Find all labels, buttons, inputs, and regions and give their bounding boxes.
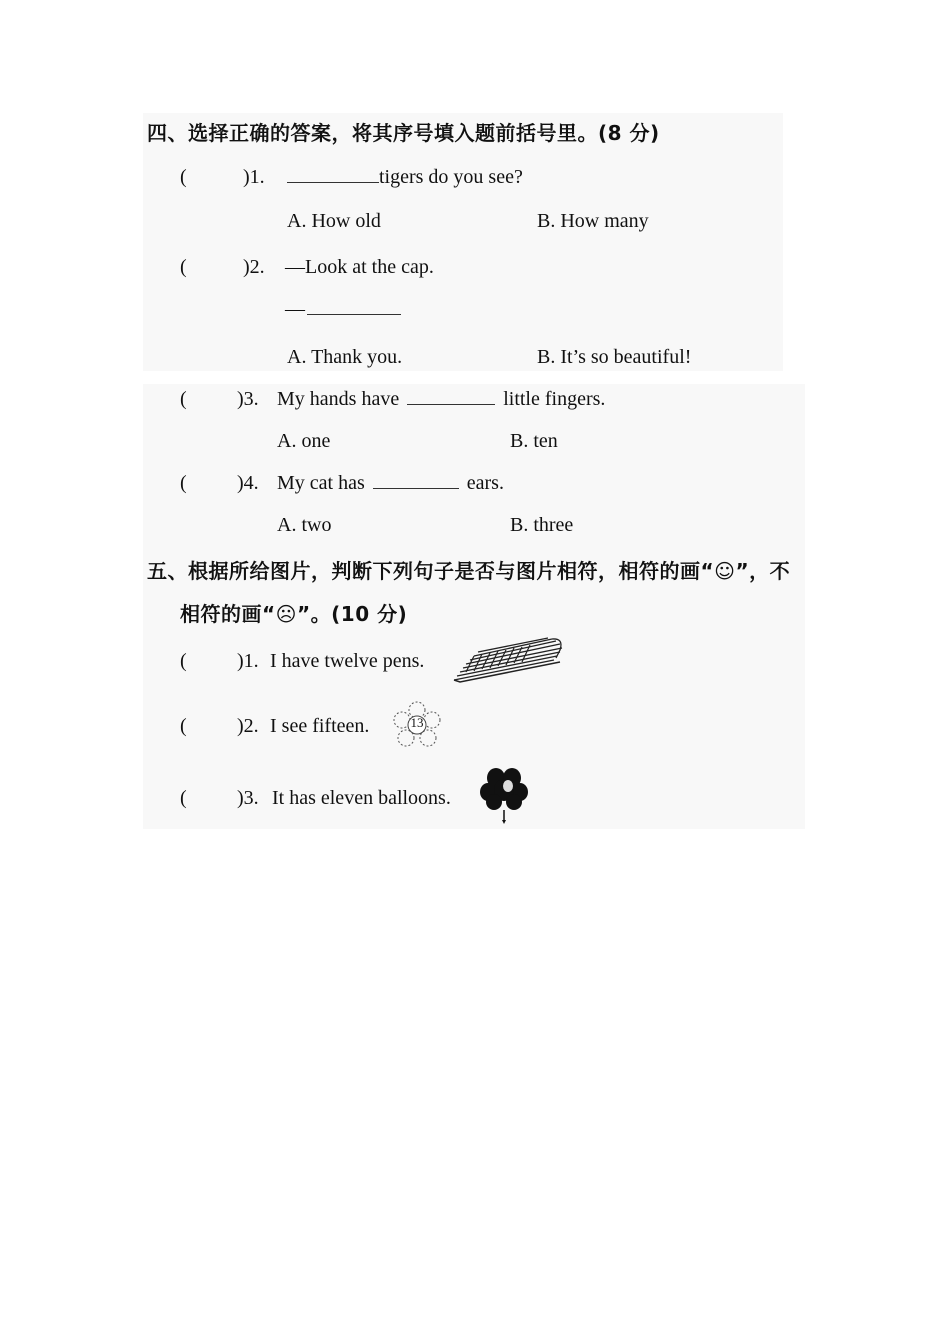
q1-number: )1. [243, 166, 265, 188]
answer-paren-open: ( [180, 166, 187, 188]
q1-stem: tigers do you see? [287, 166, 523, 189]
q3-blank[interactable] [407, 404, 495, 405]
q4-blank[interactable] [373, 488, 459, 489]
pens-bundle-picture [452, 636, 564, 684]
answer-paren-open: ( [180, 256, 187, 278]
item2-text: I see fifteen. [270, 715, 370, 737]
answer-paren-open: ( [180, 650, 187, 672]
q2-option-a[interactable]: A. Thank you. [287, 346, 403, 368]
q2-option-b[interactable]: B. It’s so beautiful! [537, 346, 692, 368]
q4-option-a[interactable]: A. two [277, 514, 332, 536]
number-13-flower-picture [392, 700, 442, 752]
q3-stem: My hands have little fingers. [277, 388, 606, 410]
item3-text: It has eleven balloons. [272, 787, 451, 809]
q3-number: )3. [237, 388, 259, 410]
q2-blank[interactable] [307, 314, 401, 315]
answer-paren-open: ( [180, 388, 187, 410]
q4-number: )4. [237, 472, 259, 494]
q2-line1: —Look at the cap. [285, 256, 434, 278]
q3-option-b[interactable]: B. ten [510, 430, 558, 452]
q2-number: )2. [243, 256, 265, 278]
section4-panel-top [143, 113, 783, 371]
answer-paren-open: ( [180, 472, 187, 494]
picture-number-label: 13 [410, 715, 424, 730]
q1-option-a[interactable]: A. How old [287, 210, 381, 232]
item1-number: )1. [237, 650, 259, 672]
q1-blank[interactable] [287, 182, 379, 183]
answer-paren-open: ( [180, 715, 187, 737]
q2-line2: — [285, 298, 401, 321]
q4-option-b[interactable]: B. three [510, 514, 574, 536]
item3-number: )3. [237, 787, 259, 809]
q3-option-a[interactable]: A. one [277, 430, 331, 452]
answer-paren-open: ( [180, 787, 187, 809]
item2-number: )2. [237, 715, 259, 737]
item1-text: I have twelve pens. [270, 650, 425, 672]
q4-stem: My cat has ears. [277, 472, 504, 494]
balloons-picture [480, 766, 528, 826]
section4-title: 四、选择正确的答案，将其序号填入题前括号里。(8 分) [147, 121, 660, 145]
section5-title-line1: 五、根据所给图片，判断下列句子是否与图片相符，相符的画“☺”，不 [147, 559, 791, 583]
section5-title-line2: 相符的画“☹”。(10 分) [180, 602, 408, 626]
q1-option-b[interactable]: B. How many [537, 210, 649, 232]
